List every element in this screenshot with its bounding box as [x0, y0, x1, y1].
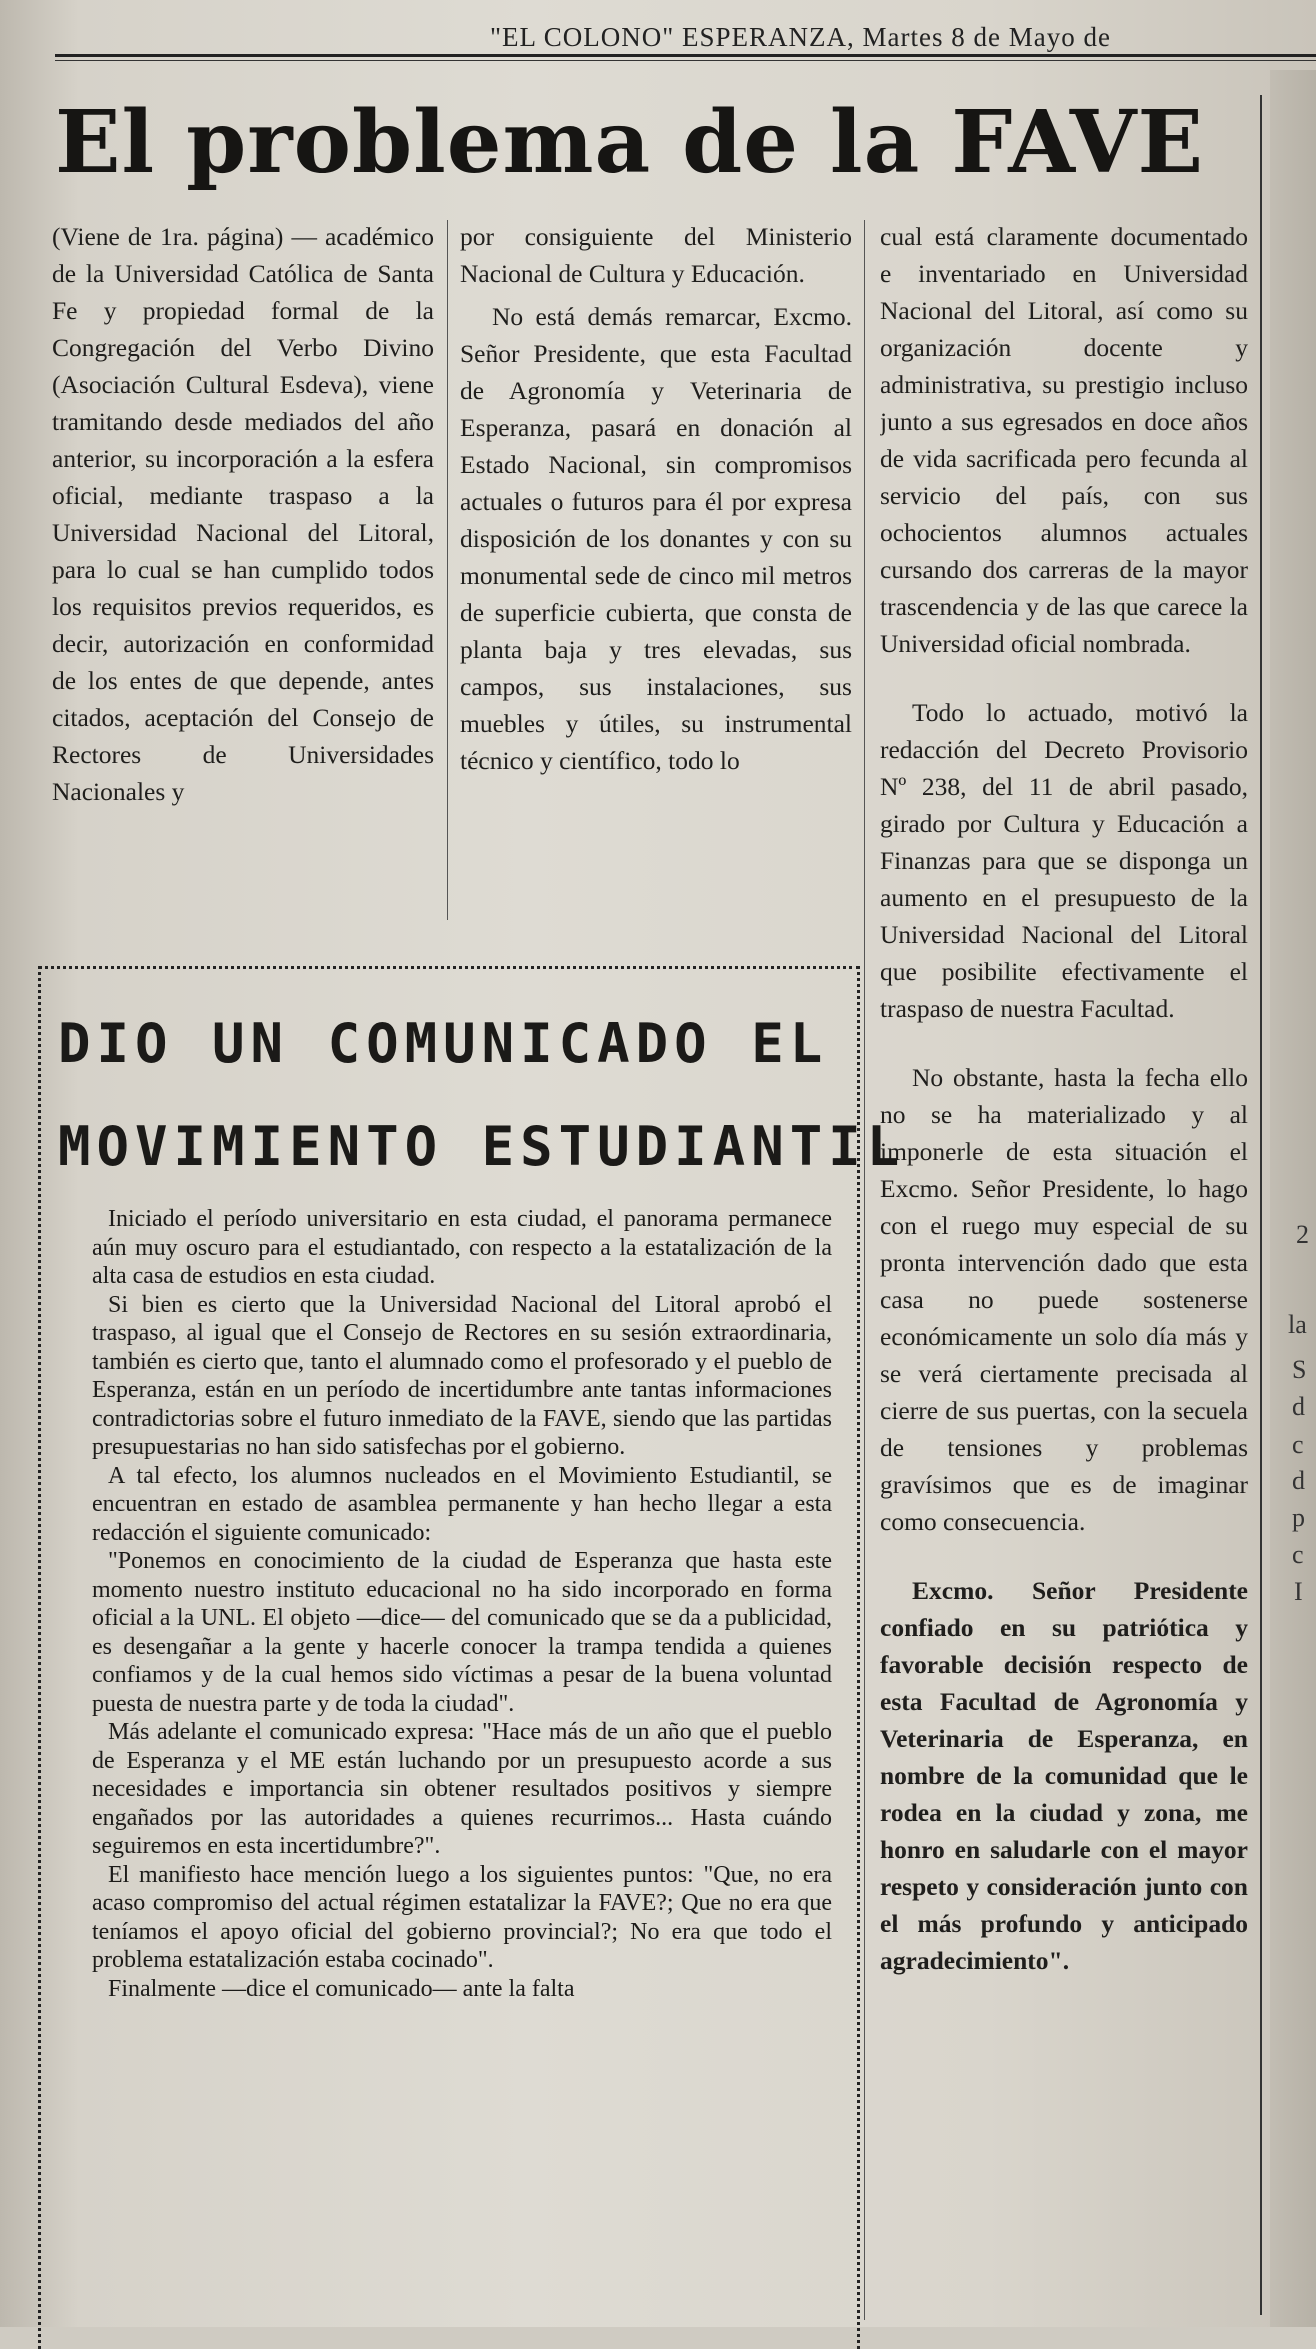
article-paragraph: por consiguiente del Ministerio Nacional de Cultura y Educación. [460, 222, 852, 288]
box-title-line-2: MOVIMIENTO ESTUDIANTIL [58, 1115, 906, 1178]
edge-fragment: p [1292, 1503, 1305, 1532]
edge-fragment: d [1292, 1392, 1305, 1421]
article-headline: El problema de la FAVE [55, 92, 1205, 193]
edge-fragment: c [1292, 1430, 1304, 1459]
article-paragraph: No obstante, hasta la fecha ello no se ha materializado y al imponerle de esta situación el Excmo. Señor Presidente, lo hago con el ruego muy especial de su pronta intervención dado que esta casa no puede sostenerse económicamente un solo día más y se verá ciertamente precisada al cierre de sus puertas, con la secuela de tensiones y problemas gravísimos que es de imaginar como consecuencia. [880, 1063, 1248, 1536]
article-paragraph: (Viene de 1ra. página) — académico de la Universidad Católica de Santa Fe y propiedad formal de la Congregación del Verbo Divino (Asociación Cultural Esdeva), viene tramitando desde mediados del año anterior, su incorporación a la esfera oficial, mediante traspaso a la Universidad Nacional del Litoral, para lo cual se han cumplido todos los requisitos previos requeridos, es decir, autorización en conformidad de los entes de que depende, antes citados, aceptación del Consejo de Rectores de Universidades Nacionales y [52, 222, 434, 806]
edge-fragment: c [1292, 1540, 1304, 1569]
header-rule-thin [55, 60, 1316, 61]
paragraph-gap [880, 1033, 1248, 1059]
paragraph-gap [880, 1546, 1248, 1572]
header-rule [55, 54, 1316, 57]
box-paragraph: Más adelante el comunicado expresa: "Hace más de un año que el pueblo de Esperanza y el ME están luchando por un presupuesto acorde a sus necesidades e importancia sin obtener resultados positivos y siempre engañados por las autoridades a quienes recurrimos... Hasta cuándo seguiremos en esta incertidumbre?". [92, 1719, 832, 1859]
article-column-2 [460, 218, 852, 918]
adjacent-page-edge [1270, 70, 1316, 2327]
column-divider [447, 220, 448, 920]
box-paragraph: A tal efecto, los alumnos nucleados en el Movimiento Estudiantil, se encuentran en estado de asamblea permanente y han hecho llegar a esta redacción el siguiente comunicado: [92, 1462, 832, 1546]
box-paragraph: "Ponemos en conocimiento de la ciudad de Esperanza que hasta este momento nuestro instituto educacional no ha sido incorporado en forma oficial a la UNL. El objeto —dice— del comunicado que se da a publicidad, es desengañar a la gente y hacerle conocer la trampa tendida a quienes confiamos y de la cual hemos sido víctimas a pesar de la buena voluntad puesta de nuestra parte y de toda la ciudad". [92, 1548, 832, 1717]
edge-fragment: d [1292, 1466, 1305, 1495]
article-paragraph: Todo lo actuado, motivó la redacción del Decreto Provisorio Nº 238, del 11 de abril pasado, girado por Cultura y Educación a Finanzas para que se disponga un aumento en el presupuesto de la Universidad Nacional del Litoral que posibilite efectivamente el traspaso de nuestra Facultad. [880, 698, 1248, 1023]
box-paragraph: El manifiesto hace mención luego a los siguientes puntos: "Que, no era acaso compromiso del actual régimen estatalizar la FAVE?; Que no era que teníamos el apoyo oficial del gobierno provincial?; No era que todo el problema estatalización estaba cocinado". [92, 1861, 832, 1973]
box-title-line-1: DIO UN COMUNICADO EL [58, 1012, 829, 1075]
box-article-body [92, 1205, 832, 2320]
edge-fragment: S [1292, 1355, 1307, 1384]
edge-fragment: 2 [1296, 1220, 1309, 1249]
article-column-3 [880, 218, 1248, 2298]
edge-fragment: la [1288, 1310, 1307, 1339]
box-paragraph: Finalmente —dice el comunicado— ante la falta [108, 1975, 575, 2002]
article-column-1 [52, 218, 434, 918]
page-border [1260, 95, 1262, 2315]
edge-fragment: I [1294, 1577, 1303, 1606]
paragraph-gap [880, 668, 1248, 694]
article-paragraph: cual está claramente documentado e inventariado en Universidad Nacional del Litoral, así como su organización docente y administrativa, su prestigio incluso junto a sus egresados en doce años de vida sacrificada pero fecunda al servicio del país, con sus ochocientos alumnos actuales cursando dos carreras de la mayor trascendencia y de las que carece la Universidad oficial nombrada. [880, 222, 1248, 658]
article-paragraph: No está demás remarcar, Excmo. Señor Presidente, que esta Facultad de Agronomía y Veterinaria de Esperanza, pasará en donación al Estado Nacional, sin compromisos actuales o futuros para él por expresa disposición de los donantes y con su monumental sede de cinco mil metros de superficie cubierta, que consta de planta baja y tres elevadas, sus campos, sus instalaciones, sus muebles y útiles, su instrumental técnico y científico, todo lo [460, 302, 852, 775]
article-closing-paragraph: Excmo. Señor Presidente confiado en su patriótica y favorable decisión respecto de esta Facultad de Agronomía y Veterinaria de Esperanza, en nombre de la comunidad que le rodea en la ciudad y zona, me honro en saludarle con el mayor respeto y consideración junto con el más profundo y anticipado agradecimiento". [880, 1576, 1248, 1975]
box-paragraph: Si bien es cierto que la Universidad Nacional del Litoral aprobó el traspaso, al igual que el Consejo de Rectores en su sesión extraordinaria, también es cierto que, tanto el alumnado como el profesorado y el pueblo de Esperanza, están en un período de incertidumbre ante tantas informaciones contradictorias sobre el futuro inmediato de la FAVE, siendo que las partidas presupuestarias no han sido satisfechas por el gobierno. [92, 1291, 832, 1460]
newspaper-dateline: "EL COLONO" ESPERANZA, Martes 8 de Mayo de [490, 22, 1111, 52]
box-paragraph: Iniciado el período universitario en esta ciudad, el panorama permanece aún muy oscuro para el estudiantado, con respecto a la estatalización de la alta casa de estudios en esta ciudad. [92, 1206, 832, 1289]
column-divider [864, 220, 865, 2320]
